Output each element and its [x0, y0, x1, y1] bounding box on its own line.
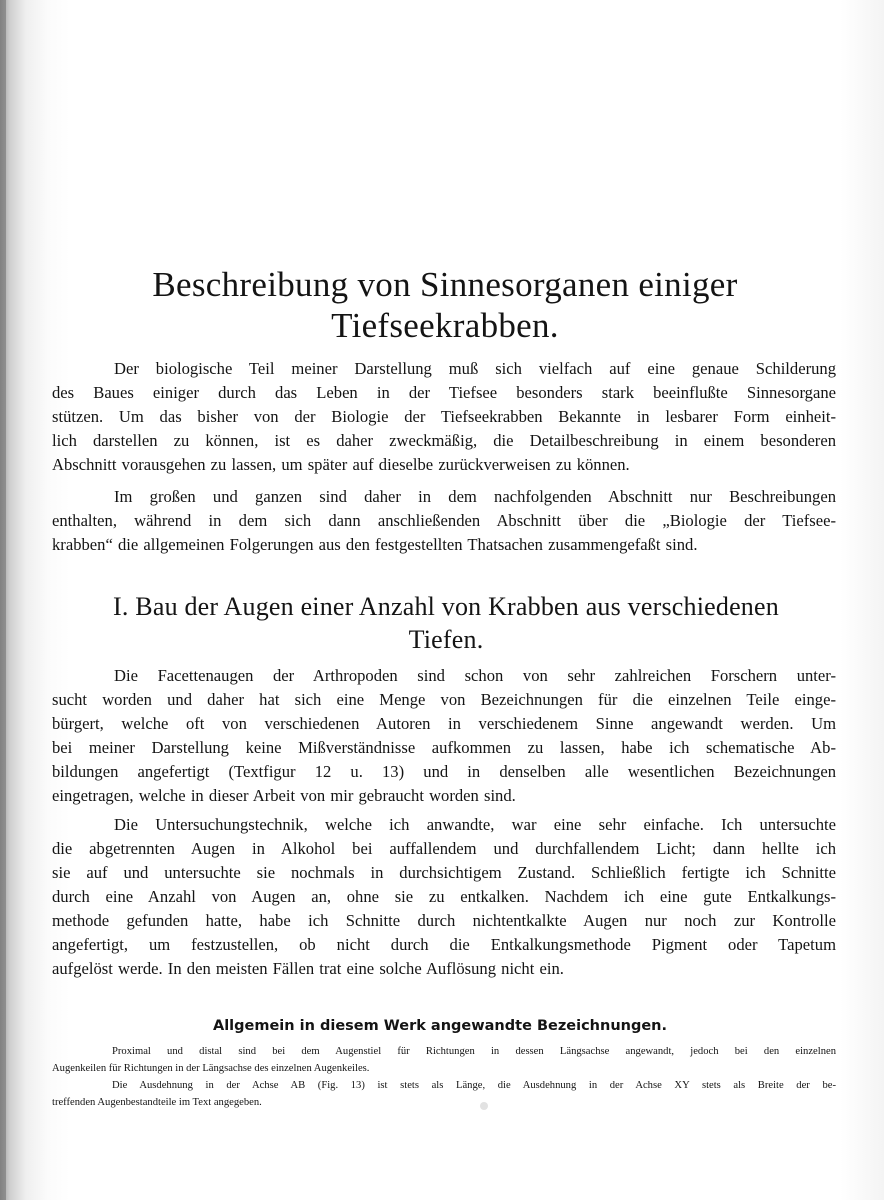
- text-line: lich darstellen zu können, ist es daher zweckmäßig, die Detailbeschreibung in einem besonderen: [52, 431, 836, 450]
- section-heading: [60, 590, 832, 656]
- section-paragraph-1: [52, 664, 836, 808]
- text-line: durch eine Anzahl von Augen an, ohne sie zu entkalken. Nachdem ich eine gute Entkalkungs-: [52, 887, 836, 906]
- text-line: Im großen und ganzen sind daher in dem nachfolgenden Abschnitt nur Beschreibungen: [114, 487, 836, 506]
- page-title: [80, 264, 810, 346]
- note-line: Die Ausdehnung in der Achse AB (Fig. 13) ist stets als Länge, die Ausdehnung in der Achse XY stets als Breite der be-: [112, 1080, 836, 1091]
- text-line: eingetragen, welche in dieser Arbeit von mir gebraucht worden sind.: [52, 786, 516, 805]
- text-line: bürgert, welche oft von verschiedenen Autoren in verschiedenem Sinne angewandt werden. Um: [52, 714, 836, 733]
- note-heading: Allgemein in diesem Werk angewandte Bezeichnungen.: [212, 1018, 668, 1034]
- text-line: die abgetrennten Augen in Alkohol bei auffallendem und durchfallendem Licht; dann hellte ich: [52, 839, 836, 858]
- title-line-2: Tiefseekrabben.: [331, 306, 559, 345]
- note-line: treffenden Augenbestandteile im Text angegeben.: [52, 1097, 262, 1108]
- intro-paragraph-2: [52, 485, 836, 557]
- text-line: enthalten, während in dem sich dann anschließenden Abschnitt über die „Biologie der Tiefsee-: [52, 511, 836, 530]
- text-line: des Baues einiger durch das Leben in der Tiefsee besonders stark beeinflußte Sinnesorgane: [52, 383, 836, 402]
- note-line: Proximal und distal sind bei dem Augenstiel für Richtungen in dessen Längsachse angewandt, jedoch bei den einzelnen: [112, 1046, 836, 1057]
- text-line: sie auf und untersuchte sie nochmals in durchsichtigem Zustand. Schließlich fertigte ich Schnitte: [52, 863, 836, 882]
- text-line: Die Untersuchungstechnik, welche ich anwandte, war eine sehr einfache. Ich untersuchte: [114, 815, 836, 834]
- title-line-1: Beschreibung von Sinnesorganen einiger: [152, 265, 738, 304]
- text-line: methode gefunden hatte, habe ich Schnitte durch nichtentkalkte Augen nur noch zur Kontrolle: [52, 911, 836, 930]
- intro-paragraph-1: [52, 357, 836, 477]
- text-line: Der biologische Teil meiner Darstellung muß sich vielfach auf eine genaue Schilderung: [114, 359, 836, 378]
- text-line: sucht worden und daher hat sich eine Menge von Bezeichnungen für die einzelnen Teile einge-: [52, 690, 836, 709]
- text-line: Die Facettenaugen der Arthropoden sind schon von sehr zahlreichen Forschern unter-: [114, 666, 836, 685]
- text-line: krabben“ die allgemeinen Folgerungen aus den festgestellten Thatsachen zusammengefaßt sind.: [52, 535, 698, 554]
- text-line: Abschnitt vorausgehen zu lassen, um später auf dieselbe zurückverweisen zu können.: [52, 455, 630, 474]
- section-heading-line-1: I. Bau der Augen einer Anzahl von Krabben aus verschiedenen: [113, 592, 779, 621]
- paper-blemish: [480, 1102, 488, 1110]
- note-text: [52, 1043, 836, 1111]
- text-line: angefertigt, um festzustellen, ob nicht durch die Entkalkungsmethode Pigment oder Tapetum: [52, 935, 836, 954]
- text-line: stützen. Um das bisher von der Biologie der Tiefseekrabben Bekannte in lesbarer Form einheit-: [52, 407, 836, 426]
- note-line: Augenkeilen für Richtungen in der Längsachse des einzelnen Augenkeiles.: [52, 1063, 370, 1074]
- text-line: aufgelöst werde. In den meisten Fällen trat eine solche Auflösung nicht ein.: [52, 959, 564, 978]
- book-spine-shadow: [0, 0, 6, 1200]
- section-heading-line-2: Tiefen.: [408, 625, 484, 654]
- section-paragraph-2: [52, 813, 836, 981]
- text-line: bildungen angefertigt (Textfigur 12 u. 13) und in denselben alle wesentlichen Bezeichnungen: [52, 762, 836, 781]
- text-line: bei meiner Darstellung keine Mißverständnisse aufkommen zu lassen, habe ich schematische Ab-: [52, 738, 836, 757]
